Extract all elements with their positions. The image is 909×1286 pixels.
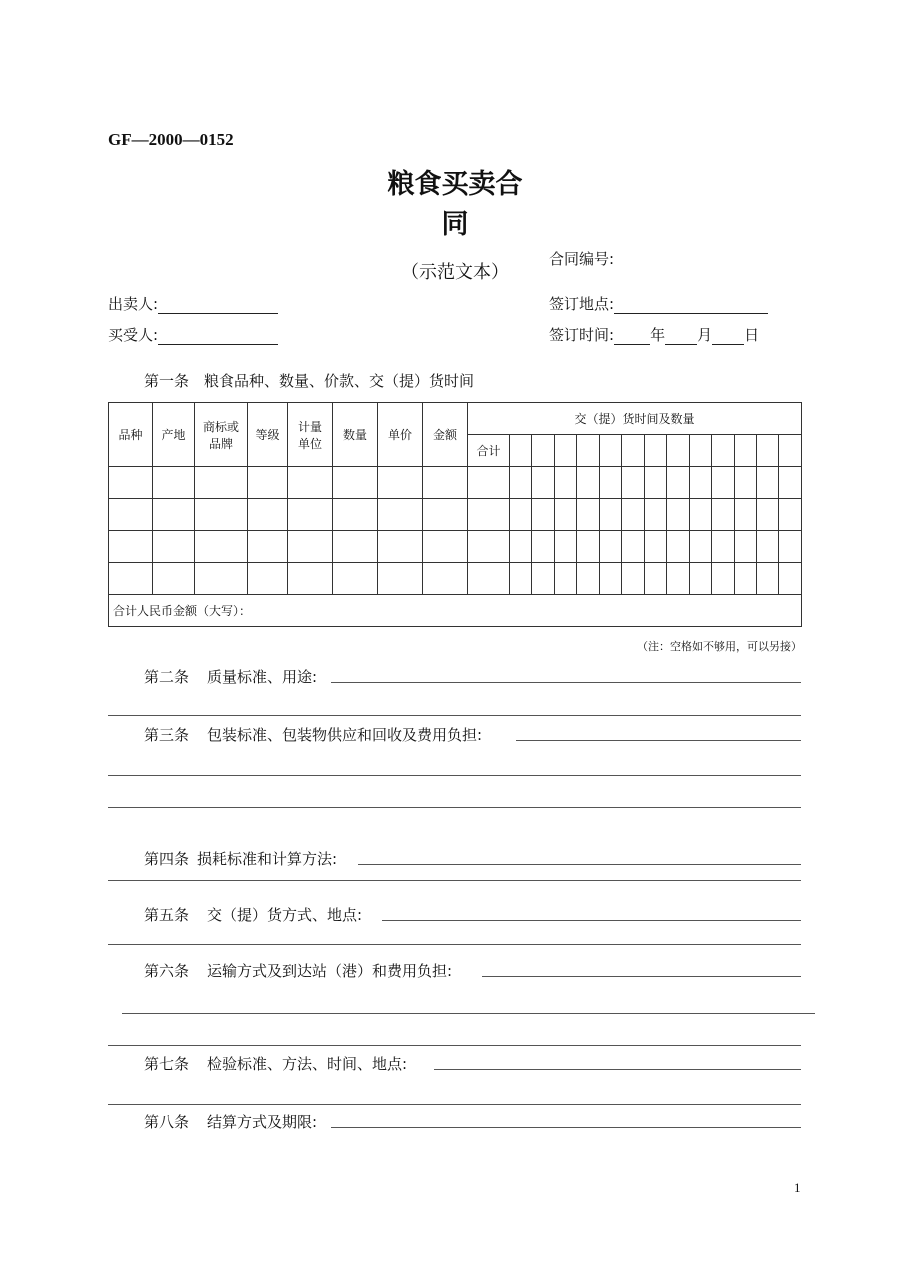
article-2-extra-line[interactable] [108, 715, 801, 716]
table-row [109, 563, 802, 595]
table-cell[interactable] [288, 563, 333, 595]
table-cell[interactable] [248, 531, 288, 563]
article-5-number: 第五条 [144, 906, 190, 924]
delivery-cell[interactable] [532, 435, 554, 467]
delivery-cell[interactable] [712, 435, 734, 467]
header-variety: 品种 [109, 403, 153, 467]
contract-number-label: 合同编号: [549, 250, 615, 268]
article-3-extra-line-2[interactable] [108, 807, 801, 808]
year-label: 年 [650, 326, 666, 344]
table-cell[interactable] [756, 563, 778, 595]
table-cell[interactable] [554, 563, 576, 595]
table-cell[interactable] [468, 531, 510, 563]
delivery-cell[interactable] [510, 435, 532, 467]
seller-row [108, 293, 278, 314]
table-cell[interactable] [756, 467, 778, 499]
table-cell[interactable] [532, 467, 554, 499]
table-cell[interactable] [554, 467, 576, 499]
table-cell[interactable] [288, 499, 333, 531]
article-8-number: 第八条 [144, 1113, 190, 1131]
table-cell[interactable] [667, 531, 689, 563]
delivery-cell[interactable] [734, 435, 756, 467]
table-cell[interactable] [622, 531, 644, 563]
table-cell[interactable] [248, 467, 288, 499]
article-4-fill-line[interactable] [358, 864, 801, 865]
article-3-fill-line[interactable] [516, 740, 801, 741]
table-cell[interactable] [734, 499, 756, 531]
table-cell[interactable] [689, 563, 711, 595]
delivery-cell[interactable] [577, 435, 599, 467]
table-row [109, 499, 802, 531]
table-cell[interactable] [378, 563, 423, 595]
article-7-extra-line[interactable] [108, 1104, 801, 1105]
table-cell[interactable] [248, 499, 288, 531]
table-cell[interactable] [153, 531, 195, 563]
article-2-text: 质量标准、用途: [207, 668, 318, 686]
table-cell[interactable] [195, 499, 248, 531]
article-6-fill-line[interactable] [482, 976, 801, 977]
header-delivery: 交（提）货时间及数量 [468, 403, 802, 435]
total-amount-row[interactable]: 合计人民币金额（大写）： [109, 595, 802, 627]
table-cell[interactable] [756, 499, 778, 531]
table-cell[interactable] [288, 467, 333, 499]
header-origin: 产地 [153, 403, 195, 467]
table-cell[interactable] [468, 563, 510, 595]
table-row [109, 467, 802, 499]
article-3-text: 包装标准、包装物供应和回收及费用负担: [207, 726, 483, 744]
table-cell[interactable] [532, 531, 554, 563]
table-cell[interactable] [109, 531, 153, 563]
table-cell[interactable] [333, 499, 378, 531]
article-5 [144, 904, 362, 925]
delivery-cell[interactable] [689, 435, 711, 467]
delivery-cell[interactable] [599, 435, 621, 467]
article-3-number: 第三条 [144, 726, 190, 744]
table-cell[interactable] [734, 563, 756, 595]
table-cell[interactable] [734, 531, 756, 563]
article-2-number: 第二条 [144, 668, 190, 686]
buyer-label: 买受人: [108, 326, 159, 344]
table-cell[interactable] [510, 563, 532, 595]
table-cell[interactable] [153, 499, 195, 531]
delivery-cell[interactable] [779, 435, 802, 467]
article-5-extra-line[interactable] [108, 944, 801, 945]
delivery-cell[interactable] [554, 435, 576, 467]
sign-year-field[interactable] [614, 327, 650, 345]
table-cell[interactable] [779, 467, 802, 499]
article-7-top-line[interactable] [108, 1045, 801, 1046]
article-6 [144, 960, 452, 981]
table-cell[interactable] [248, 563, 288, 595]
table-cell[interactable] [712, 563, 734, 595]
table-cell[interactable] [378, 467, 423, 499]
table-cell[interactable] [423, 467, 468, 499]
header-grade: 等级 [248, 403, 288, 467]
article-7-number: 第七条 [144, 1055, 190, 1073]
article-1-title: 第一条 粮食品种、数量、价款、交（提）货时间 [144, 372, 475, 390]
table-cell[interactable] [712, 531, 734, 563]
article-8-fill-line[interactable] [331, 1127, 801, 1128]
sign-day-field[interactable] [712, 327, 744, 345]
delivery-cell[interactable] [756, 435, 778, 467]
delivery-cell[interactable] [667, 435, 689, 467]
table-cell[interactable] [779, 563, 802, 595]
table-cell[interactable] [109, 467, 153, 499]
document-code: GF—2000—0152 [108, 130, 234, 149]
article-4-extra-line[interactable] [108, 880, 801, 881]
header-unit: 计量单位 [288, 403, 333, 467]
table-cell[interactable] [667, 467, 689, 499]
table-note: （注：空格如不够用，可以另接） [637, 640, 802, 653]
document-title-line1: 粮食买卖合 [387, 169, 523, 200]
page-number: 1 [794, 1180, 801, 1195]
table-cell[interactable] [577, 467, 599, 499]
table-cell[interactable] [712, 499, 734, 531]
table-cell[interactable] [779, 531, 802, 563]
table-cell[interactable] [423, 531, 468, 563]
table-cell[interactable] [622, 467, 644, 499]
table-cell[interactable] [599, 467, 621, 499]
table-cell[interactable] [378, 531, 423, 563]
table-cell[interactable] [667, 563, 689, 595]
header-delivery-total: 合计 [468, 435, 510, 467]
table-cell[interactable] [510, 467, 532, 499]
table-cell[interactable] [468, 467, 510, 499]
article-7-text: 检验标准、方法、时间、地点: [207, 1055, 408, 1073]
table-cell[interactable] [577, 499, 599, 531]
article-6-text: 运输方式及到达站（港）和费用负担: [207, 962, 453, 980]
document-subtitle: （示范文本） [401, 262, 509, 283]
month-label: 月 [697, 326, 713, 344]
buyer-field[interactable] [158, 327, 278, 345]
table-cell[interactable] [109, 499, 153, 531]
sign-place-field[interactable] [614, 296, 768, 314]
seller-label: 出卖人: [108, 295, 159, 313]
table-cell[interactable] [288, 531, 333, 563]
table-cell[interactable] [468, 499, 510, 531]
table-cell[interactable] [333, 531, 378, 563]
day-label: 日 [744, 326, 760, 344]
article-5-text: 交（提）货方式、地点: [207, 906, 363, 924]
article-2-fill-line[interactable] [331, 682, 801, 683]
table-cell[interactable] [195, 563, 248, 595]
table-cell[interactable] [622, 499, 644, 531]
article-3 [144, 724, 482, 745]
table-cell[interactable] [734, 467, 756, 499]
article-4 [144, 848, 337, 869]
table-cell[interactable] [689, 499, 711, 531]
table-cell[interactable] [644, 467, 666, 499]
table-cell[interactable] [109, 563, 153, 595]
header-amount: 金额 [423, 403, 468, 467]
delivery-cell[interactable] [644, 435, 666, 467]
table-cell[interactable] [712, 467, 734, 499]
table-cell[interactable] [333, 467, 378, 499]
table-cell[interactable] [599, 563, 621, 595]
table-cell[interactable] [644, 563, 666, 595]
table-cell[interactable] [532, 563, 554, 595]
article-7 [144, 1053, 407, 1074]
document-title-line2: 同 [441, 209, 469, 240]
header-brand: 商标或品牌 [195, 403, 248, 467]
table-cell[interactable] [195, 531, 248, 563]
table-cell[interactable] [689, 531, 711, 563]
table-cell[interactable] [423, 563, 468, 595]
article-8-text: 结算方式及期限: [207, 1113, 318, 1131]
sign-place-row [549, 293, 768, 314]
table-cell[interactable] [554, 499, 576, 531]
article-7-fill-line[interactable] [434, 1069, 801, 1070]
header-quantity: 数量 [333, 403, 378, 467]
sign-month-field[interactable] [665, 327, 697, 345]
seller-field[interactable] [158, 296, 278, 314]
buyer-row [108, 324, 278, 345]
table-cell[interactable] [333, 563, 378, 595]
table-cell[interactable] [195, 467, 248, 499]
table-cell[interactable] [423, 499, 468, 531]
table-cell[interactable] [644, 499, 666, 531]
table-cell[interactable] [577, 531, 599, 563]
sign-time-label: 签订时间: [549, 326, 615, 344]
table-cell[interactable] [779, 499, 802, 531]
table-cell[interactable] [667, 499, 689, 531]
article-3-extra-line-1[interactable] [108, 775, 801, 776]
sign-time-row [549, 324, 759, 345]
article-6-number: 第六条 [144, 962, 190, 980]
table-cell[interactable] [554, 531, 576, 563]
table-cell[interactable] [510, 531, 532, 563]
table-cell[interactable] [153, 467, 195, 499]
article-2 [144, 666, 317, 687]
article-4-number: 第四条 [144, 850, 190, 868]
article-8 [144, 1111, 317, 1132]
table-cell[interactable] [153, 563, 195, 595]
goods-table [108, 402, 802, 627]
table-cell[interactable] [622, 563, 644, 595]
sign-place-label: 签订地点: [549, 295, 615, 313]
table-cell[interactable] [689, 467, 711, 499]
table-cell[interactable] [378, 499, 423, 531]
table-cell[interactable] [510, 499, 532, 531]
table-cell[interactable] [532, 499, 554, 531]
header-unit-price: 单价 [378, 403, 423, 467]
table-cell[interactable] [599, 531, 621, 563]
table-row [109, 531, 802, 563]
table-cell[interactable] [644, 531, 666, 563]
table-cell[interactable] [577, 563, 599, 595]
article-4-text: 损耗标准和计算方法: [197, 850, 338, 868]
table-cell[interactable] [599, 499, 621, 531]
article-6-extra-line[interactable] [122, 1013, 815, 1014]
delivery-cell[interactable] [622, 435, 644, 467]
article-5-fill-line[interactable] [382, 920, 801, 921]
table-cell[interactable] [756, 531, 778, 563]
